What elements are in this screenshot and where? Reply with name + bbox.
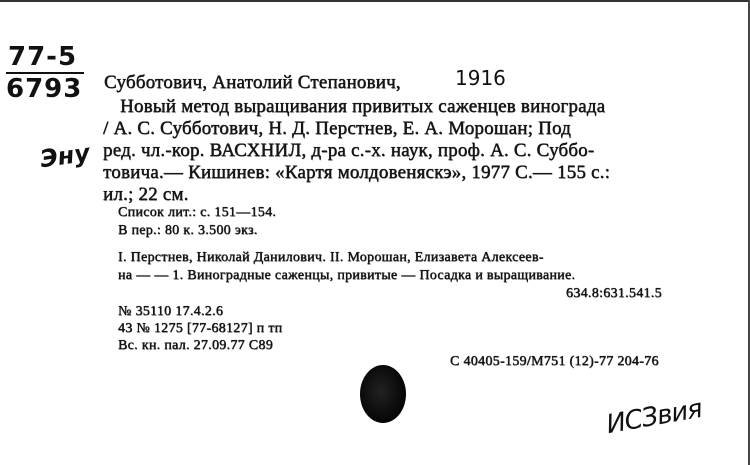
editor-line: ред. чл.-кор. ВАСХНИЛ, д-ра с.-х. наук, проф. А. С. Суббо- <box>103 140 595 161</box>
responsibility-line: / А. С. Субботович, Н. Д. Перстнев, Е. А. Морошан; Под <box>103 118 571 139</box>
bibliography-note: Список лит.: с. 151—154. <box>118 205 277 220</box>
shelfmark-bottom: 6793 <box>6 74 83 104</box>
punch-hole <box>360 365 406 423</box>
tech-line-3: Вс. кн. пал. 27.09.77 С89 <box>118 338 273 353</box>
signature: ИСЗвия <box>604 393 705 441</box>
margin-note: Эну <box>38 138 92 174</box>
heading-author: Субботович, Анатолий Степанович, <box>104 72 401 93</box>
heading-year: 1916 <box>455 66 506 90</box>
tracing-line-2: на — — 1. Виноградные саженцы, привитые — Посадка и выращивание. <box>118 268 576 283</box>
shelfmark-top: 77-5 <box>8 42 78 72</box>
catalog-code: С 40405-159/М751 (12)-77 204-76 <box>450 354 659 369</box>
card-top-edge <box>0 0 750 2</box>
tracing-line-1: I. Перстнев, Николай Данилович. II. Морошан, Елизавета Алексеев- <box>118 250 544 265</box>
classification-number: 634.8:631.541.5 <box>566 286 662 301</box>
physical-line: ил.; 22 см. <box>103 184 189 205</box>
price-note: В пер.: 80 к. 3.500 экз. <box>118 223 258 238</box>
tech-line-1: № 35110 17.4.2.6 <box>118 304 224 319</box>
tech-line-2: 43 № 1275 [77-68127] п тп <box>118 321 283 336</box>
title-line: Новый метод выращивания привитых саженцев винограда <box>120 96 606 117</box>
imprint-line: товича.— Кишинев: «Картя молдовеняскэ», 1977 С.— 155 с.: <box>103 162 611 183</box>
